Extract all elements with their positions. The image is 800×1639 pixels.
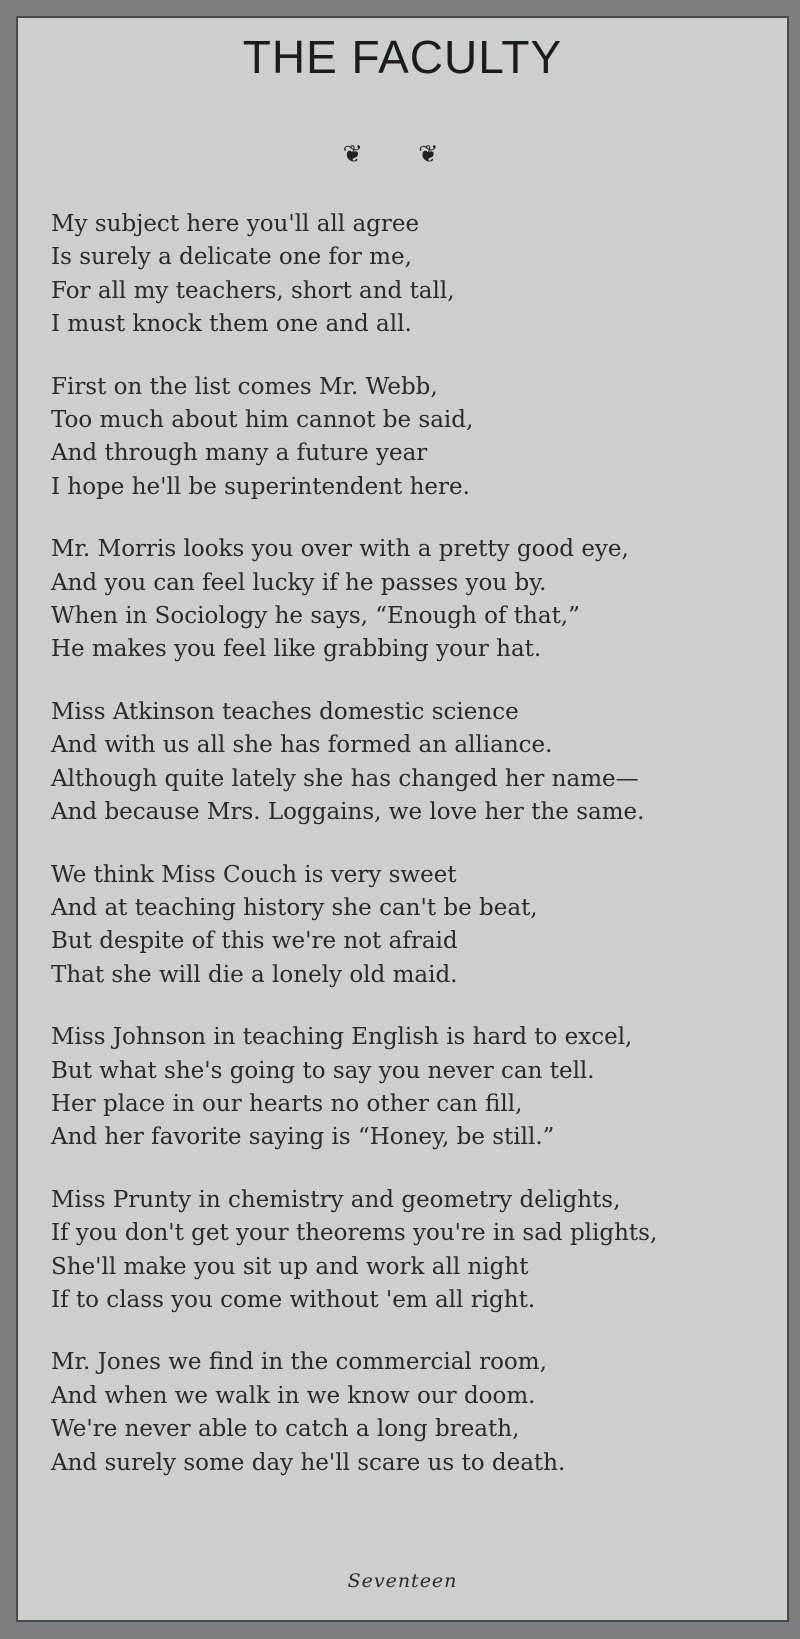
poem-line: Mr. Jones we find in the commercial room, bbox=[51, 1349, 547, 1376]
poem-line: First on the list comes Mr. Webb, bbox=[51, 373, 438, 400]
poem-line: Miss Johnson in teaching English is hard to excel, bbox=[51, 1024, 633, 1051]
poem-line: And you can feel lucky if he passes you by. bbox=[51, 569, 547, 596]
stanza-5 bbox=[51, 859, 781, 993]
poem-line: And her favorite saying is “Honey, be still.” bbox=[51, 1124, 555, 1151]
poem-line: Her place in our hearts no other can fill, bbox=[51, 1090, 523, 1117]
poem bbox=[51, 208, 781, 1509]
page-number: Seventeen bbox=[347, 1570, 458, 1592]
poem-line: And surely some day he'll scare us to death. bbox=[51, 1449, 566, 1476]
poem-line: Too much about him cannot be said, bbox=[51, 407, 474, 434]
poem-line: I must knock them one and all. bbox=[51, 311, 412, 338]
poem-line: If to class you come without 'em all right. bbox=[51, 1286, 536, 1313]
poem-line: I hope he'll be superintendent here. bbox=[51, 473, 470, 500]
poem-line: Miss Prunty in chemistry and geometry delights, bbox=[51, 1186, 621, 1213]
poem-line: But despite of this we're not afraid bbox=[51, 928, 458, 955]
stanza-1 bbox=[51, 208, 781, 342]
poem-line: She'll make you sit up and work all night bbox=[51, 1253, 529, 1280]
poem-line: We're never able to catch a long breath, bbox=[51, 1416, 520, 1443]
poem-line: When in Sociology he says, “Enough of that,” bbox=[51, 603, 580, 630]
stanza-3 bbox=[51, 533, 781, 667]
poem-line: My subject here you'll all agree bbox=[51, 211, 420, 237]
stanza-4 bbox=[51, 696, 781, 830]
poem-line: Miss Atkinson teaches domestic science bbox=[51, 698, 519, 725]
stanza-8 bbox=[51, 1346, 781, 1480]
poem-line: And at teaching history she can't be beat, bbox=[51, 894, 538, 921]
stanza-6 bbox=[51, 1021, 781, 1155]
poem-line: For all my teachers, short and tall, bbox=[51, 277, 455, 304]
ornament-icon: ❦ ❦ bbox=[342, 140, 463, 168]
stanza-2 bbox=[51, 371, 781, 505]
poem-line: Mr. Morris looks you over with a pretty good eye, bbox=[51, 536, 629, 563]
poem-line: We think Miss Couch is very sweet bbox=[51, 861, 457, 888]
poem-line: And because Mrs. Loggains, we love her the same. bbox=[51, 799, 645, 826]
poem-line: Is surely a delicate one for me, bbox=[51, 244, 412, 271]
poem-line: He makes you feel like grabbing your hat. bbox=[51, 636, 542, 663]
poem-line: But what she's going to say you never can tell. bbox=[51, 1057, 595, 1084]
poem-line: And when we walk in we know our doom. bbox=[51, 1382, 536, 1409]
poem-line: Although quite lately she has changed her name— bbox=[51, 765, 639, 792]
stanza-7 bbox=[51, 1184, 781, 1318]
poem-line: If you don't get your theorems you're in sad plights, bbox=[51, 1220, 658, 1247]
book-page bbox=[16, 16, 789, 1622]
poem-line: And with us all she has formed an alliance. bbox=[51, 732, 553, 759]
poem-line: That she will die a lonely old maid. bbox=[51, 961, 458, 988]
poem-line: And through many a future year bbox=[51, 440, 428, 467]
page-title: THE FACULTY bbox=[242, 31, 563, 83]
